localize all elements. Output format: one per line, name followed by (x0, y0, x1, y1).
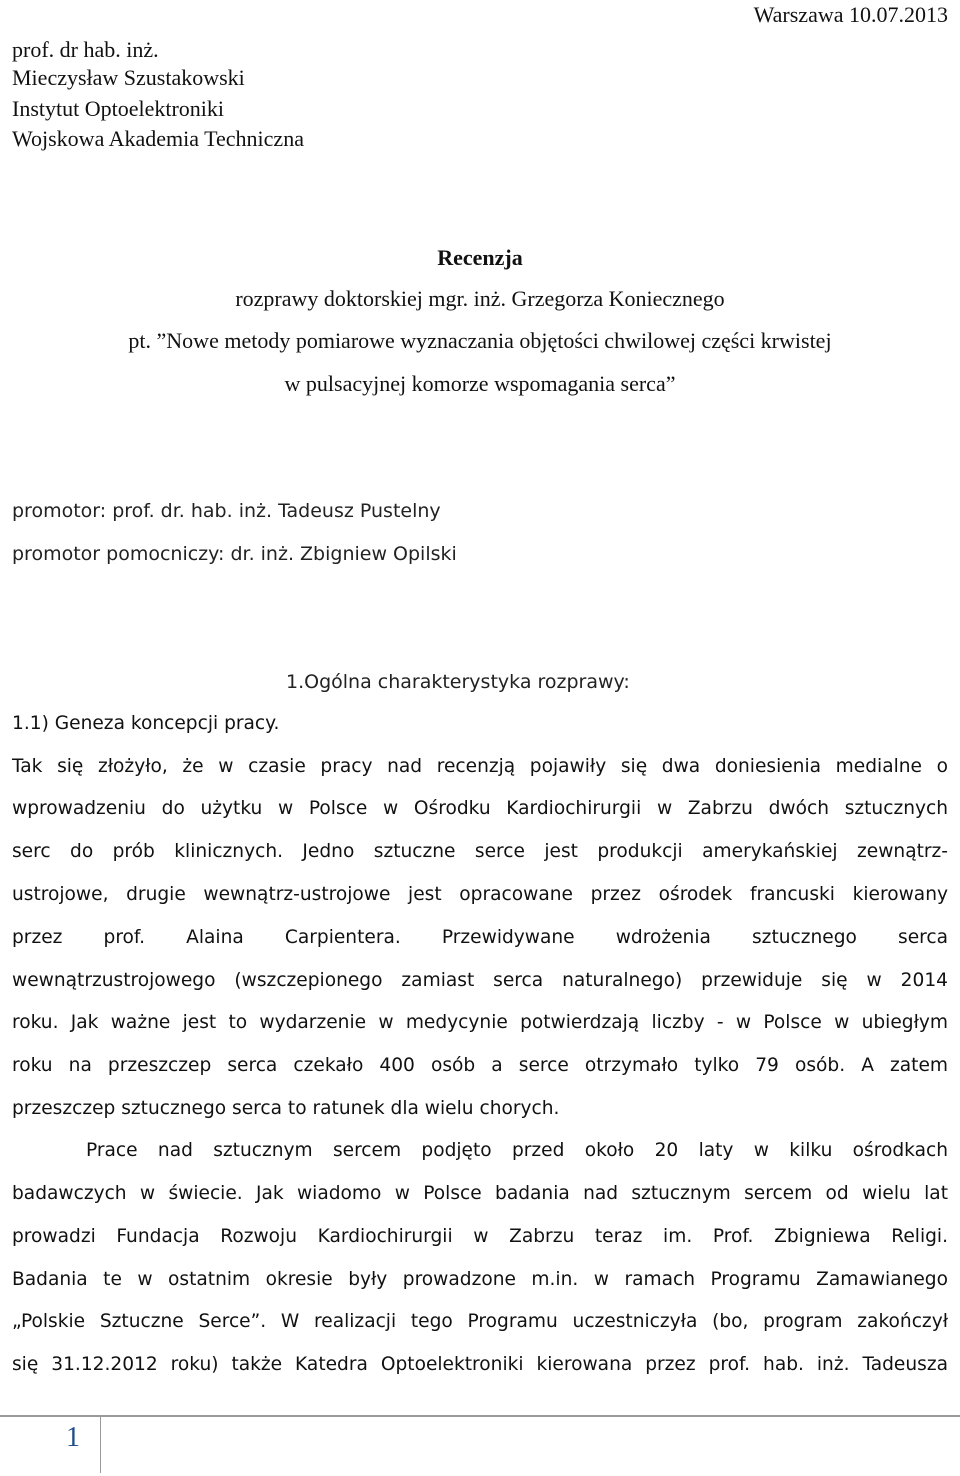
paragraph-1-line: przez prof. Alaina Carpientera. Przewidywane wdrożenia sztucznego serca (12, 927, 948, 948)
assistant-promotor-line: promotor pomocniczy: dr. inż. Zbigniew Opilski (12, 543, 457, 565)
paragraph-1-line: roku na przeszczep serca czekało 400 osób a serce otrzymało tylko 79 osób. A zatem (12, 1055, 948, 1076)
footer-rule (0, 1415, 960, 1417)
paragraph-2-line: „Polskie Sztuczne Serce”. W realizacji tego Programu uczestniczyła (bo, program zakończył (12, 1311, 948, 1332)
document-heading: Recenzja (437, 245, 523, 270)
footer-divider (100, 1415, 101, 1473)
author-title: prof. dr hab. inż. (12, 37, 159, 62)
paragraph-1-line: ustrojowe, drugie wewnątrz-ustrojowe jest opracowane przez ośrodek francuski kierowany (12, 884, 948, 905)
paragraph-1-line: Tak się złożyło, że w czasie pracy nad recenzją pojawiły się dwa doniesienia medialne o (12, 756, 948, 777)
paragraph-2-line: Badania te w ostatnim okresie były prowadzone m.in. w ramach Programu Zamawianego (12, 1269, 948, 1290)
title-line-2: pt. ”Nowe metody pomiarowe wyznaczania objętości chwilowej części krwistej (128, 328, 832, 353)
paragraph-2-line: Prace nad sztucznym sercem podjęto przed około 20 laty w kilku ośrodkach (86, 1140, 948, 1161)
paragraph-1-line: wprowadzeniu do użytku w Polsce w Ośrodku Kardiochirurgii w Zabrzu dwóch sztucznych (12, 798, 948, 819)
paragraph-1-line: serc do prób klinicznych. Jedno sztuczne serce jest produkcji amerykańskiej zewnątrz- (12, 841, 948, 862)
author-academy: Wojskowa Akademia Techniczna (12, 126, 304, 151)
paragraph-1-line: przeszczep sztucznego serca to ratunek dla wielu chorych. (12, 1098, 560, 1119)
promotor-line: promotor: prof. dr. hab. inż. Tadeusz Pustelny (12, 500, 441, 522)
author-institute: Instytut Optoelektroniki (12, 96, 225, 121)
paragraph-2-line: się 31.12.2012 roku) także Katedra Optoelektroniki kierowana przez prof. hab. inż. Tadeusza (12, 1354, 948, 1375)
paragraph-2-line: badawczych w świecie. Jak wiadomo w Polsce badania nad sztucznym sercem od wielu lat (12, 1183, 948, 1204)
paragraph-1-line: wewnątrzustrojowego (wszczepionego zamiast serca naturalnego) przewiduje się w 2014 (12, 970, 948, 991)
page-number: 1 (66, 1422, 80, 1453)
section-heading: 1.Ogólna charakterystyka rozprawy: (286, 671, 630, 693)
document-date: Warszawa 10.07.2013 (753, 2, 948, 27)
subsection-heading: 1.1) Geneza koncepcji pracy. (12, 713, 280, 734)
paragraph-2-line: prowadzi Fundacja Rozwoju Kardiochirurgii w Zabrzu teraz im. Prof. Zbigniewa Religi. (12, 1226, 948, 1247)
title-line-3: w pulsacyjnej komorze wspomagania serca” (284, 371, 676, 396)
paragraph-1-line: roku. Jak ważne jest to wydarzenie w medycynie potwierdzają liczby - w Polsce w ubiegłym (12, 1012, 948, 1033)
title-line-1: rozprawy doktorskiej mgr. inż. Grzegorza Koniecznego (235, 286, 725, 311)
author-name: Mieczysław Szustakowski (12, 65, 245, 90)
